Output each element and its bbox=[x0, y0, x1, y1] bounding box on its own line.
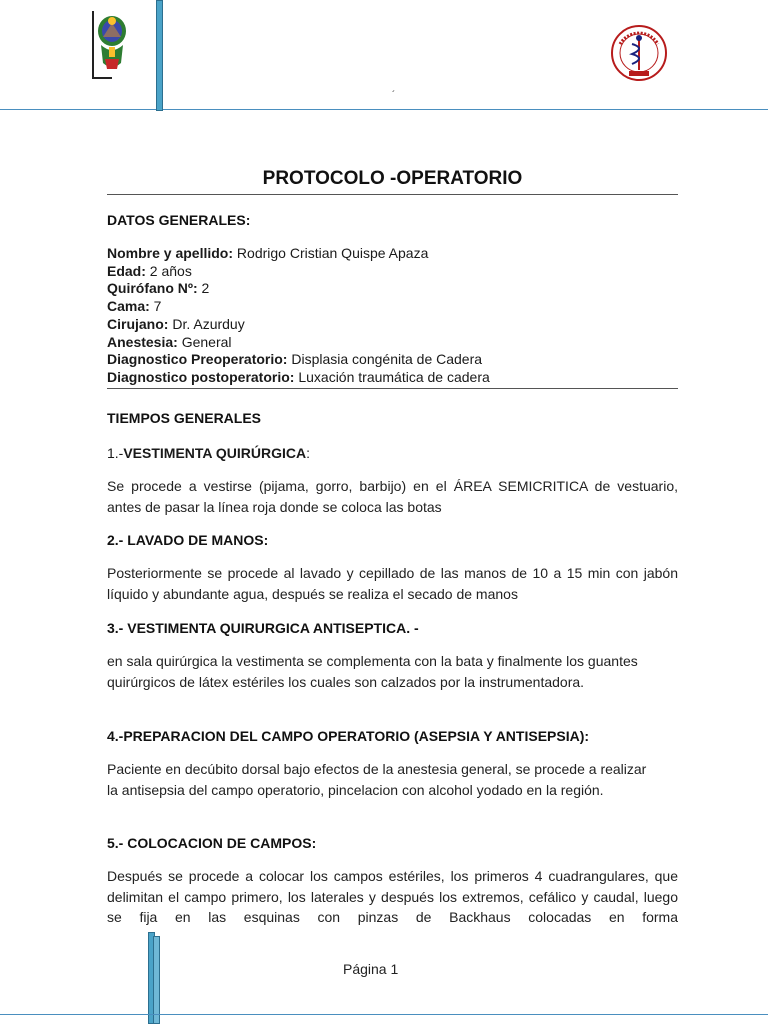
field-operating-room bbox=[107, 280, 678, 298]
section-1-heading bbox=[107, 445, 678, 461]
times-heading: TIEMPOS GENERALES bbox=[107, 410, 262, 426]
field-label: Cama: bbox=[107, 298, 150, 315]
section-1-body: Se procede a vestirse (pijama, gorro, barbijo) en el ÁREA SEMICRITICA de vestuario, antes de pasar la línea roja donde se coloca las botas bbox=[107, 478, 678, 515]
field-surgeon bbox=[107, 316, 678, 334]
field-label: Quirófano Nº: bbox=[107, 280, 198, 297]
field-value: 2 bbox=[197, 280, 210, 297]
footer-accent-bar-inner bbox=[153, 936, 160, 1024]
section-2-body: Posteriormente se procede al lavado y cepillado de las manos de 10 a 15 min con jabón líquido y abundante agua, después se realiza el secado de manos bbox=[107, 565, 678, 602]
section-4-heading: 4.-PREPARACION DEL CAMPO OPERATORIO (ASEPSIA Y ANTISEPSIA): bbox=[107, 728, 590, 744]
header-accent-bar bbox=[156, 0, 163, 111]
section-3-heading: 3.- VESTIMENTA QUIRURGICA ANTISEPTICA. - bbox=[107, 620, 419, 636]
field-value: Luxación traumática de cadera bbox=[294, 368, 490, 385]
field-value: 7 bbox=[149, 298, 162, 315]
field-value: 2 años bbox=[145, 262, 192, 279]
field-value: General bbox=[177, 333, 232, 350]
section-prefix: 1.- bbox=[107, 445, 124, 461]
patient-fields bbox=[107, 245, 678, 387]
left-logo bbox=[91, 9, 131, 81]
general-data-heading: DATOS GENERALES: bbox=[107, 212, 251, 228]
header-rule bbox=[0, 109, 768, 110]
facultad-de-medicina-umsa-seal-icon bbox=[610, 24, 668, 82]
section-5-heading: 5.- COLOCACION DE CAMPOS: bbox=[107, 835, 317, 851]
field-value: Dr. Azurduy bbox=[168, 315, 245, 332]
section-2-heading: 2.- LAVADO DE MANOS: bbox=[107, 532, 269, 548]
field-value: Displasia congénita de Cadera bbox=[287, 351, 483, 368]
field-label: Nombre y apellido: bbox=[107, 245, 234, 261]
document-title: PROTOCOLO -OPERATORIO bbox=[262, 168, 523, 189]
bolivia-coat-of-arms-icon bbox=[91, 9, 131, 81]
fields-underline bbox=[107, 388, 678, 389]
section-title: VESTIMENTA QUIRÚRGICA bbox=[123, 445, 307, 461]
field-label: Diagnostico Preoperatorio: bbox=[107, 351, 288, 368]
field-label: Anestesia: bbox=[107, 333, 178, 350]
field-value: Rodrigo Cristian Quispe Apaza bbox=[233, 245, 429, 261]
field-label: Diagnostico postoperatorio: bbox=[107, 368, 295, 385]
field-postop-diagnosis bbox=[107, 369, 678, 387]
field-label: Edad: bbox=[107, 262, 146, 279]
header-tick-mark: ´ bbox=[392, 90, 396, 101]
section-4-body: Paciente en decúbito dorsal bajo efectos de la anestesia general, se procede a realizar la antisepsia del campo operatorio, pincelacion con alcohol yodado en la región. bbox=[107, 761, 647, 798]
right-logo bbox=[610, 24, 668, 82]
field-label: Cirujano: bbox=[107, 315, 169, 332]
footer-rule bbox=[0, 1014, 768, 1015]
section-5-body: Después se procede a colocar los campos estériles, los primeros 4 cuadrangulares, que delimitan el campo primero, los laterales y después los extremos, cefálico y caudal, luego se fija en las esquinas con pinzas de Backhaus colocadas en forma bbox=[107, 868, 678, 926]
page-number: Página 1 bbox=[343, 961, 399, 977]
title-underline bbox=[107, 194, 678, 195]
section-3-body: en sala quirúrgica la vestimenta se complementa con la bata y finalmente los guantes quirúrgicos de látex estériles los cuales son calzados por la instrumentadora. bbox=[107, 653, 638, 690]
field-name bbox=[107, 245, 678, 263]
field-age bbox=[107, 263, 678, 281]
field-anesthesia bbox=[107, 334, 678, 352]
section-suffix: : bbox=[306, 445, 311, 461]
field-bed bbox=[107, 298, 678, 316]
field-preop-diagnosis bbox=[107, 351, 678, 369]
